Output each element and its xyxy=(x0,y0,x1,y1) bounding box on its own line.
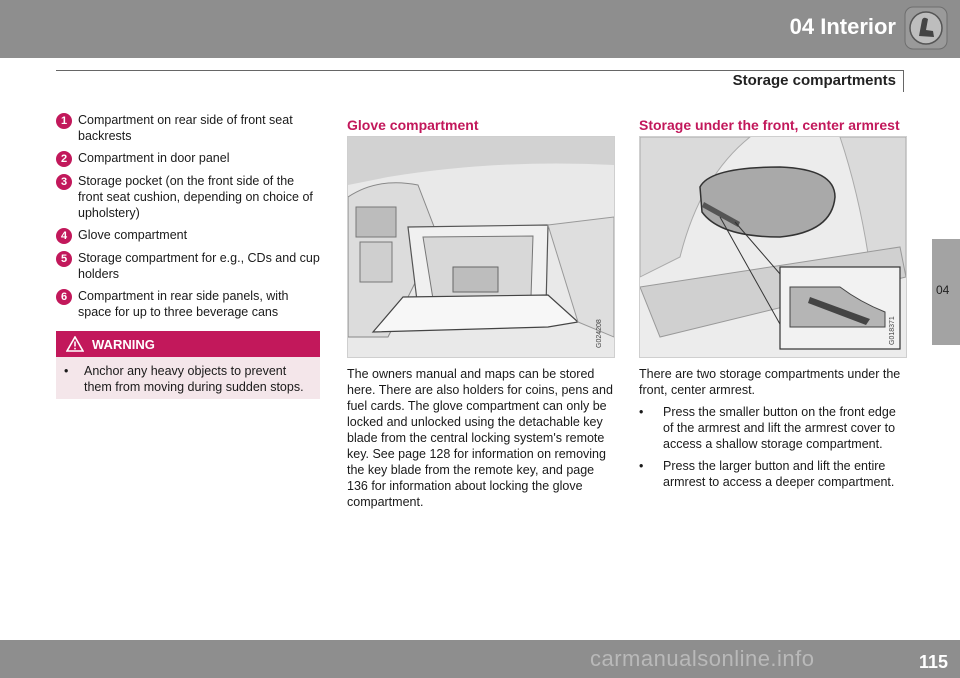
list-item xyxy=(56,112,322,144)
list-item xyxy=(56,173,322,221)
list-item-text: Compartment in rear side panels, with space for up to three beverage cans xyxy=(78,289,289,319)
glove-heading: Glove compartment xyxy=(347,117,479,133)
number-badge: 2 xyxy=(56,151,72,167)
warning-text: Anchor any heavy objects to prevent them from moving during sudden stops. xyxy=(84,364,304,394)
number-badge: 4 xyxy=(56,228,72,244)
section-title: Storage compartments xyxy=(732,72,896,89)
list-item xyxy=(56,227,322,244)
page-number: 115 xyxy=(918,652,948,672)
bullet: • xyxy=(64,364,69,378)
number-badge: 1 xyxy=(56,113,72,129)
section-rule xyxy=(56,70,904,71)
glove-text: The owners manual and maps can be stored here. There are also holders for coins, pens and fuel cards. The glove compartment can only be locked and unlocked using the detachable key blade from the central locking system's remote key. See page 128 for information on removing the key blade from the remote key, and page 136 for information about locking the glove compartment. xyxy=(347,367,613,509)
list-item-text: Storage pocket (on the front side of the front seat cushion, depending on choice of upholstery) xyxy=(78,174,313,220)
bullet-item xyxy=(639,404,907,452)
seat-icon xyxy=(904,6,948,50)
number-badge: 6 xyxy=(56,289,72,305)
bullet: • xyxy=(639,459,644,473)
list-item-text: Compartment in door panel xyxy=(78,151,230,165)
warning-triangle-icon xyxy=(66,336,84,352)
chapter-title: 04 Interior xyxy=(789,14,896,39)
glove-compartment-illustration xyxy=(347,136,615,358)
list-item-text: Compartment on rear side of front seat backrests xyxy=(78,113,293,143)
bullet-item xyxy=(639,458,907,490)
armrest-bullets xyxy=(639,398,907,490)
bullet-text: Press the larger button and lift the entire armrest to access a deeper compartment. xyxy=(663,459,895,489)
list-item xyxy=(56,150,322,167)
armrest-illustration xyxy=(639,136,907,358)
number-badge: 5 xyxy=(56,251,72,267)
list-item xyxy=(56,250,322,282)
list-item-text: Glove compartment xyxy=(78,228,188,242)
list-item xyxy=(56,288,322,320)
glove-image-code: G024208 xyxy=(596,319,603,348)
list-item-text: Storage compartment for e.g., CDs and cup holders xyxy=(78,251,320,281)
watermark: carmanualsonline.info xyxy=(590,646,815,671)
warning-title: WARNING xyxy=(92,336,155,352)
armrest-heading: Storage under the front, center armrest xyxy=(639,117,900,133)
compartment-list xyxy=(56,112,322,326)
armrest-intro: There are two storage compartments under the front, center armrest. xyxy=(639,367,901,397)
chapter-side-tab-label: 04 xyxy=(936,283,950,297)
section-rule-end xyxy=(903,70,904,92)
warning-header xyxy=(56,331,320,357)
warning-box xyxy=(56,331,320,399)
bullet-text: Press the smaller button on the front edge of the armrest and lift the armrest cover to access a shallow storage compartment. xyxy=(663,405,896,451)
warning-body xyxy=(56,357,320,395)
bullet: • xyxy=(639,405,644,419)
armrest-image-code: G018371 xyxy=(889,316,896,345)
number-badge: 3 xyxy=(56,174,72,190)
footer-bar xyxy=(0,640,960,678)
